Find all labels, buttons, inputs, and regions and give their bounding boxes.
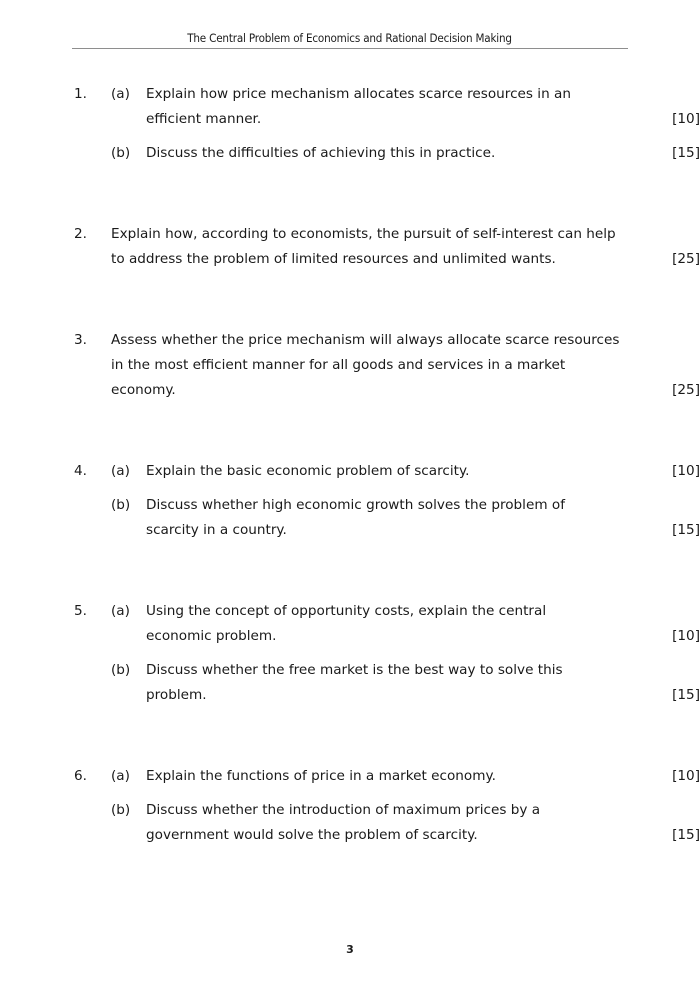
question-part-text xyxy=(146,764,700,789)
question-text-line: Using the concept of opportunity costs, explain the central xyxy=(146,603,547,619)
question-part xyxy=(0,658,700,708)
question-text-line: Discuss the difficulties of achieving this in practice. [15] xyxy=(146,141,640,166)
question-text-line: economy. [25] xyxy=(111,378,640,403)
question-part xyxy=(0,141,700,166)
question-part xyxy=(0,798,700,848)
question-text-line: Explain the basic economic problem of scarcity. [10] xyxy=(146,459,640,484)
marks-allocation: [10] xyxy=(672,111,700,127)
question-text-line: Explain how price mechanism allocates scarce resources in an xyxy=(146,86,571,102)
question-part-label: (b) xyxy=(111,802,131,818)
question-item xyxy=(0,82,700,166)
question-text-line: Assess whether the price mechanism will always allocate scarce resources xyxy=(111,332,620,348)
question-item xyxy=(0,599,700,708)
question-text-line: Discuss whether the introduction of maximum prices by a xyxy=(146,802,541,818)
question-text-line: to address the problem of limited resources and unlimited wants. [25] xyxy=(111,247,640,272)
question-item xyxy=(0,328,700,403)
question-item xyxy=(0,764,700,848)
question-text-line: in the most efficient manner for all goods and services in a market xyxy=(111,357,566,373)
question-text-line: Explain how, according to economists, the pursuit of self-interest can help xyxy=(111,226,616,242)
question-text-line: efficient manner. [10] xyxy=(146,107,640,132)
question-part xyxy=(0,82,700,132)
question-text-line: government would solve the problem of scarcity. [15] xyxy=(146,823,640,848)
question-number: 2. xyxy=(74,226,87,242)
question-part xyxy=(0,328,700,403)
marks-allocation: [10] xyxy=(672,628,700,644)
marks-allocation: [15] xyxy=(672,522,700,538)
question-part-text xyxy=(111,328,700,403)
question-number: 3. xyxy=(74,332,87,348)
question-part-text xyxy=(146,658,700,708)
question-text-line: Discuss whether the free market is the best way to solve this xyxy=(146,662,563,678)
page-number: 3 xyxy=(346,943,354,956)
question-part-text xyxy=(146,141,700,166)
question-text-line: scarcity in a country. [15] xyxy=(146,518,640,543)
marks-allocation: [10] xyxy=(672,463,700,479)
question-part-label: (b) xyxy=(111,497,131,513)
question-part xyxy=(0,459,700,484)
question-number: 4. xyxy=(74,463,87,479)
question-part xyxy=(0,599,700,649)
question-part-text xyxy=(146,798,700,848)
question-part-text xyxy=(111,222,700,272)
marks-allocation: [10] xyxy=(672,768,700,784)
running-header xyxy=(72,27,628,46)
question-part-label: (b) xyxy=(111,145,131,161)
marks-allocation: [25] xyxy=(672,382,700,398)
page-footer xyxy=(0,938,700,957)
question-part-label: (a) xyxy=(111,603,130,619)
question-part-label: (a) xyxy=(111,86,130,102)
marks-allocation: [15] xyxy=(672,145,700,161)
question-item xyxy=(0,459,700,543)
running-header-title: The Central Problem of Economics and Rational Decision Making xyxy=(187,32,513,45)
question-part-label: (a) xyxy=(111,463,130,479)
question-part xyxy=(0,764,700,789)
question-number: 1. xyxy=(74,86,87,102)
header-divider-rule xyxy=(72,48,628,49)
question-part xyxy=(0,222,700,272)
question-text-line: economic problem. [10] xyxy=(146,624,640,649)
question-part-text xyxy=(146,82,700,132)
question-item xyxy=(0,222,700,272)
marks-allocation: [15] xyxy=(672,687,700,703)
question-list xyxy=(0,82,700,848)
question-text-line: problem. [15] xyxy=(146,683,640,708)
question-part-text xyxy=(146,599,700,649)
question-part-text xyxy=(146,493,700,543)
question-number: 5. xyxy=(74,603,87,619)
question-text-line: Explain the functions of price in a market economy. [10] xyxy=(146,764,640,789)
marks-allocation: [25] xyxy=(672,251,700,267)
question-number: 6. xyxy=(74,768,87,784)
question-text-line: Discuss whether high economic growth solves the problem of xyxy=(146,497,565,513)
question-part-label: (b) xyxy=(111,662,131,678)
question-part xyxy=(0,493,700,543)
question-part-text xyxy=(146,459,700,484)
marks-allocation: [15] xyxy=(672,827,700,843)
question-part-label: (a) xyxy=(111,768,130,784)
